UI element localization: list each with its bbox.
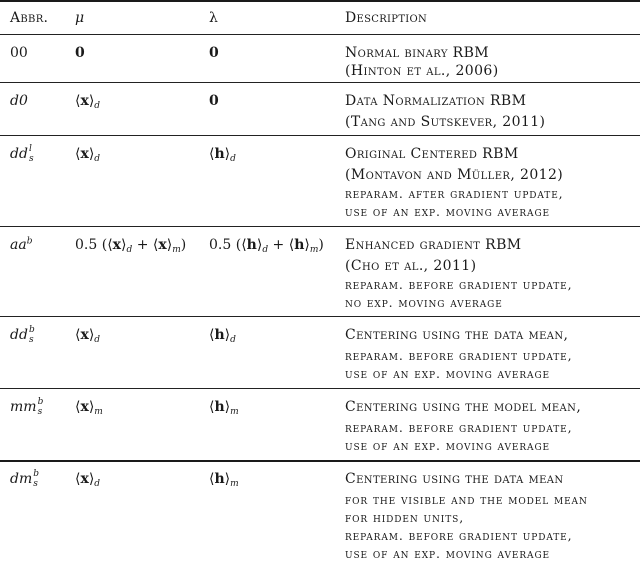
lambda-cell: 0.5 ($⟨h⟩_d$ + $⟨h⟩_m$) — [209, 237, 324, 255]
lambda-cell: 0 — [209, 93, 219, 109]
header-rule — [0, 34, 640, 35]
mu-cell: $⟨x⟩_d$ — [75, 93, 101, 111]
row-rule — [0, 226, 640, 227]
header-lambda: λ — [209, 10, 218, 26]
row-rule — [0, 82, 640, 83]
description-citation: (Montavon and Müller, 2012) — [345, 167, 564, 183]
lambda-cell: 0 — [209, 45, 219, 61]
mu-cell: 0 — [75, 45, 85, 61]
mu-cell: 0.5 ($⟨x⟩_d$ + $⟨x⟩_m$) — [75, 237, 187, 255]
abbr-cell: dd l s — [10, 144, 34, 164]
description-title: Original Centered RBM — [345, 146, 519, 162]
abbr-cell: $aa^b$ — [10, 236, 33, 253]
abbr-cell: mm b s — [10, 397, 44, 417]
description-cell — [345, 44, 499, 80]
description-note: reparam. before gradient update, — [345, 420, 573, 435]
header-mu: μ — [75, 10, 85, 26]
description-note: use of an exp. moving average — [345, 546, 551, 561]
description-citation: (Tang and Sutskever, 2011) — [345, 114, 546, 130]
description-note: for hidden units, — [345, 510, 465, 525]
row-rule — [0, 316, 640, 317]
description-cell — [345, 92, 545, 132]
description-title: Enhanced gradient RBM — [345, 237, 522, 253]
mu-cell: $⟨x⟩_m$ — [75, 399, 103, 417]
row-rule — [0, 388, 640, 389]
row-rule — [0, 460, 640, 462]
lambda-cell: $⟨h⟩_d$ — [209, 146, 236, 164]
description-cell — [345, 236, 573, 312]
description-cell — [345, 145, 564, 221]
description-note: for the visible and the model mean — [345, 492, 588, 507]
mu-cell: $⟨x⟩_d$ — [75, 146, 101, 164]
mu-cell: $⟨x⟩_d$ — [75, 327, 101, 345]
mu-cell: $⟨x⟩_d$ — [75, 471, 101, 489]
lambda-cell: $⟨h⟩_d$ — [209, 327, 236, 345]
lambda-cell: $⟨h⟩_m$ — [209, 471, 239, 489]
description-note: reparam. before gradient update, — [345, 277, 573, 292]
abbr-cell: dm b s — [10, 469, 40, 489]
description-title: Centering using the data mean — [345, 471, 564, 487]
header-abbr: Abbr. — [10, 10, 49, 26]
description-cell — [345, 470, 588, 563]
description-note: use of an exp. moving average — [345, 204, 551, 219]
description-note: no exp. moving average — [345, 295, 503, 310]
abbr-cell: d0 — [10, 93, 28, 109]
abbr-cell: dd b s — [10, 325, 35, 345]
description-cell — [345, 398, 581, 455]
description-citation: (Cho et al., 2011) — [345, 258, 477, 274]
description-note: reparam. before gradient update, — [345, 348, 573, 363]
description-note: reparam. after gradient update, — [345, 186, 564, 201]
top-rule — [0, 0, 640, 2]
header-description: Description — [345, 10, 428, 26]
description-title: Centering using the model mean, — [345, 399, 582, 415]
lambda-cell: $⟨h⟩_m$ — [209, 399, 239, 417]
description-citation: (Hinton et al., 2006) — [345, 63, 499, 79]
abbr-cell: 00 — [10, 45, 28, 61]
description-title: Normal binary RBM — [345, 45, 490, 61]
description-note: use of an exp. moving average — [345, 438, 551, 453]
description-title: Centering using the data mean, — [345, 327, 569, 343]
description-title: Data Normalization RBM — [345, 93, 527, 109]
description-cell — [345, 326, 573, 383]
row-rule — [0, 135, 640, 136]
description-note: use of an exp. moving average — [345, 366, 551, 381]
description-note: reparam. before gradient update, — [345, 528, 573, 543]
